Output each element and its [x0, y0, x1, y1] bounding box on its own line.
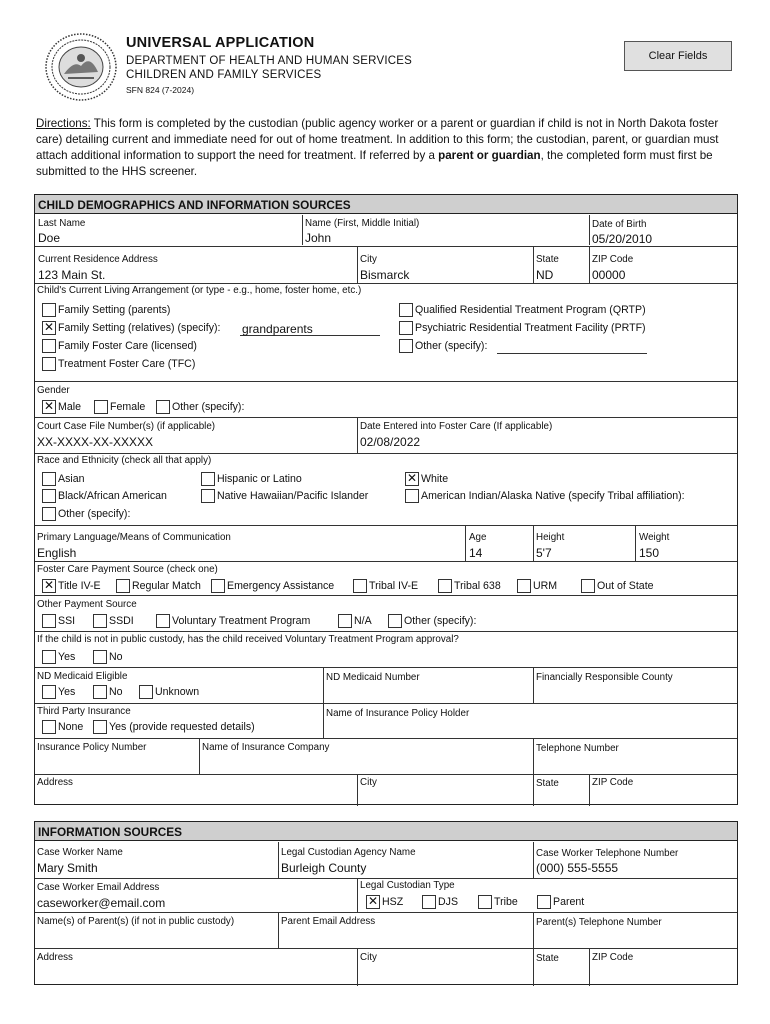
checkbox-title-ive[interactable]: ✕ [43, 578, 55, 592]
height-label: Height [536, 532, 565, 543]
zip-label: ZIP Code [592, 254, 634, 265]
urm-label: URM [533, 580, 558, 592]
family-relatives-label: Family Setting (relatives) (specify): [58, 322, 221, 334]
foster-date-field[interactable]: 02/08/2022 [360, 435, 421, 449]
checkbox-female[interactable] [94, 400, 108, 414]
tpi-yes-label: Yes (provide requested details) [109, 721, 255, 733]
state-seal-logo [44, 32, 118, 102]
checkbox-parent[interactable] [537, 895, 551, 909]
checkbox-urm[interactable] [517, 579, 531, 593]
policy-number-label: Insurance Policy Number [37, 742, 147, 753]
information-sources-section [34, 821, 738, 985]
section-title: CHILD DEMOGRAPHICS AND INFORMATION SOURCES [35, 195, 737, 214]
family-foster-label: Family Foster Care (licensed) [58, 340, 197, 352]
language-label: Primary Language/Means of Communication [37, 532, 231, 543]
living-other-label: Other (specify): [415, 340, 488, 352]
checkbox-hispanic[interactable] [201, 472, 215, 486]
policy-holder-label: Name of Insurance Policy Holder [326, 708, 470, 719]
regular-match-label: Regular Match [132, 580, 201, 592]
checkbox-black[interactable] [42, 489, 56, 503]
case-worker-email-field[interactable]: caseworker@email.com [37, 896, 166, 910]
directions-text-end: , the completed form must first be submitted to the HHS screener. [36, 149, 713, 178]
form-id: SFN 824 (7-2024) [126, 85, 195, 95]
directions-bold: parent or guardian [438, 149, 541, 162]
case-worker-name-field[interactable]: Mary Smith [37, 861, 98, 875]
insurance-address-label: Address [37, 777, 73, 788]
city-field[interactable]: Bismarck [360, 268, 410, 282]
black-label: Black/African American [58, 490, 167, 502]
voluntary-label: Voluntary Treatment Program [172, 615, 311, 627]
na-label: N/A [354, 615, 372, 627]
court-case-label: Court Case File Number(s) (if applicable) [37, 421, 216, 432]
dob-label: Date of Birth [592, 219, 647, 230]
first-name-field[interactable]: John [305, 231, 332, 245]
foster-date-label: Date Entered into Foster Care (If applicable) [360, 421, 553, 432]
age-label: Age [469, 532, 487, 543]
agency-name-label: Legal Custodian Agency Name [281, 847, 416, 858]
ssdi-label: SSDI [109, 615, 134, 627]
hsz-label: HSZ [382, 896, 404, 908]
prtf-label: Psychiatric Residential Treatment Facility (PRTF) [415, 322, 646, 334]
section-title: INFORMATION SOURCES [35, 822, 737, 841]
last-name-field[interactable]: Doe [38, 231, 61, 245]
relatives-specify-field[interactable]: grandparents [240, 322, 380, 336]
age-field[interactable]: 14 [469, 546, 483, 560]
medicaid-unknown-label: Unknown [155, 686, 200, 698]
checkbox-tpi-none[interactable] [42, 720, 56, 734]
checkbox-race-other[interactable] [42, 507, 56, 521]
checkbox-tribal-ive[interactable] [353, 579, 367, 593]
form-title: UNIVERSAL APPLICATION [126, 35, 315, 51]
checkbox-out-of-state[interactable] [581, 579, 595, 593]
department-name: DEPARTMENT OF HEALTH AND HUMAN SERVICES [126, 55, 412, 67]
medicaid-no-label: No [109, 686, 123, 698]
county-label: Financially Responsible County [536, 672, 673, 683]
tribal-ive-label: Tribal IV-E [369, 580, 419, 592]
parent-address-label: Address [37, 952, 73, 963]
other-payment-label: Other Payment Source [37, 599, 137, 610]
checkbox-tpi-yes[interactable] [93, 720, 107, 734]
parent-zip-label: ZIP Code [592, 952, 634, 963]
insurance-company-label: Name of Insurance Company [202, 742, 330, 753]
checkbox-vtp-yes[interactable] [42, 650, 56, 664]
checkbox-white[interactable]: ✕ [406, 471, 418, 485]
checkbox-tfc[interactable] [42, 357, 56, 371]
city-label: City [360, 254, 377, 265]
checkbox-pay-other[interactable] [388, 614, 402, 628]
case-worker-name-label: Case Worker Name [37, 847, 123, 858]
parent-phone-label: Parent(s) Telephone Number [536, 917, 662, 928]
weight-field[interactable]: 150 [639, 546, 660, 560]
third-party-label: Third Party Insurance [37, 706, 131, 717]
checkbox-na[interactable] [338, 614, 352, 628]
checkbox-family-foster[interactable] [42, 339, 56, 353]
address-field[interactable]: 123 Main St. [38, 268, 106, 282]
last-name-label: Last Name [38, 218, 86, 229]
insurance-zip-label: ZIP Code [592, 777, 634, 788]
tfc-label: Treatment Foster Care (TFC) [58, 358, 196, 370]
parent-state-label: State [536, 953, 559, 964]
native-hawaiian-label: Native Hawaiian/Pacific Islander [217, 490, 369, 502]
clear-fields-button[interactable]: Clear Fields [624, 41, 732, 71]
checkbox-tribe[interactable] [478, 895, 492, 909]
insurance-city-label: City [360, 777, 377, 788]
checkbox-native-hawaiian[interactable] [201, 489, 215, 503]
division-name: CHILDREN AND FAMILY SERVICES [126, 69, 322, 81]
checkbox-djs[interactable] [422, 895, 436, 909]
checkbox-medicaid-unknown[interactable] [139, 685, 153, 699]
checkbox-ssi[interactable] [42, 614, 56, 628]
checkbox-male[interactable]: ✕ [43, 399, 55, 413]
gender-label: Gender [37, 385, 70, 396]
white-label: White [421, 473, 449, 485]
tribal-638-label: Tribal 638 [454, 580, 501, 592]
first-name-label: Name (First, Middle Initial) [305, 218, 420, 229]
djs-label: DJS [438, 896, 459, 908]
insurance-phone-label: Telephone Number [536, 743, 619, 754]
checkbox-vtp-no[interactable] [93, 650, 107, 664]
parent-city-label: City [360, 952, 377, 963]
payment-label: Foster Care Payment Source (check one) [37, 564, 218, 575]
checkbox-emergency[interactable] [211, 579, 225, 593]
checkbox-living-other[interactable] [399, 339, 413, 353]
out-of-state-label: Out of State [597, 580, 654, 592]
checkbox-regular-match[interactable] [116, 579, 130, 593]
gender-other-label: Other (specify): [172, 401, 245, 413]
hispanic-label: Hispanic or Latino [217, 473, 302, 485]
ssi-label: SSI [58, 615, 76, 627]
checkbox-voluntary[interactable] [156, 614, 170, 628]
parent-email-label: Parent Email Address [281, 916, 376, 927]
directions-text: This form is completed by the custodian (public agency worker or a parent or guardian if child is not in North Dakota foster care) detailing current and immediate need for out of home treatment. In addition to this form; the custodian, parent, or guardian must attach additional information to support the need for treatment. If referred by a [36, 117, 719, 162]
checkbox-medicaid-yes[interactable] [42, 685, 56, 699]
court-case-field[interactable]: XX-XXXX-XX-XXXXX [37, 435, 154, 449]
state-label: State [536, 254, 559, 265]
checkbox-gender-other[interactable] [156, 400, 170, 414]
race-label: Race and Ethnicity (check all that apply) [37, 455, 212, 466]
vtp-no-label: No [109, 651, 123, 663]
checkbox-family-parents[interactable] [42, 303, 56, 317]
qrtp-label: Qualified Residential Treatment Program (QRTP) [415, 304, 646, 316]
female-label: Female [110, 401, 146, 413]
pay-other-label: Other (specify): [404, 615, 477, 627]
medicaid-yes-label: Yes [58, 686, 76, 698]
directions-paragraph [36, 116, 736, 180]
parent-label: Parent [553, 896, 585, 908]
checkbox-tribal-638[interactable] [438, 579, 452, 593]
weight-label: Weight [639, 532, 670, 543]
asian-label: Asian [58, 473, 85, 485]
living-other-field[interactable] [497, 340, 647, 354]
case-worker-phone-field[interactable]: (000) 555-5555 [536, 861, 619, 875]
case-worker-phone-label: Case Worker Telephone Number [536, 848, 679, 859]
medicaid-number-label: ND Medicaid Number [326, 672, 420, 683]
medicaid-label: ND Medicaid Eligible [37, 671, 128, 682]
language-field[interactable]: English [37, 546, 77, 560]
vtp-yes-label: Yes [58, 651, 76, 663]
vtp-question: If the child is not in public custody, has the child received Voluntary Treatment Program approval? [37, 634, 459, 645]
height-field[interactable]: 5'7 [536, 546, 552, 560]
tpi-none-label: None [58, 721, 84, 733]
agency-name-field[interactable]: Burleigh County [281, 861, 367, 875]
dob-field[interactable]: 05/20/2010 [592, 232, 653, 246]
family-parents-label: Family Setting (parents) [58, 304, 171, 316]
custodian-type-label: Legal Custodian Type [360, 880, 455, 891]
case-worker-email-label: Case Worker Email Address [37, 882, 160, 893]
checkbox-prtf[interactable] [399, 321, 413, 335]
checkbox-family-relatives[interactable]: ✕ [43, 320, 55, 334]
title-ive-label: Title IV-E [58, 580, 101, 592]
race-other-label: Other (specify): [58, 508, 131, 520]
tribe-label: Tribe [494, 896, 518, 908]
emergency-label: Emergency Assistance [227, 580, 335, 592]
address-label: Current Residence Address [38, 254, 158, 265]
checkbox-ssdi[interactable] [93, 614, 107, 628]
state-field[interactable]: ND [536, 268, 554, 282]
american-indian-label: American Indian/Alaska Native (specify Tribal affiliation): [421, 490, 685, 502]
child-demographics-section [34, 194, 738, 805]
directions-label: Directions: [36, 117, 91, 130]
checkbox-hsz[interactable]: ✕ [367, 894, 379, 908]
checkbox-american-indian[interactable] [405, 489, 419, 503]
living-arrangement-label: Child's Current Living Arrangement (or type - e.g., home, foster home, etc.) [37, 285, 362, 296]
checkbox-asian[interactable] [42, 472, 56, 486]
checkbox-qrtp[interactable] [399, 303, 413, 317]
insurance-state-label: State [536, 778, 559, 789]
male-label: Male [58, 401, 81, 413]
zip-field[interactable]: 00000 [592, 268, 626, 282]
checkbox-medicaid-no[interactable] [93, 685, 107, 699]
parents-name-label: Name(s) of Parent(s) (if not in public custody) [37, 916, 235, 927]
